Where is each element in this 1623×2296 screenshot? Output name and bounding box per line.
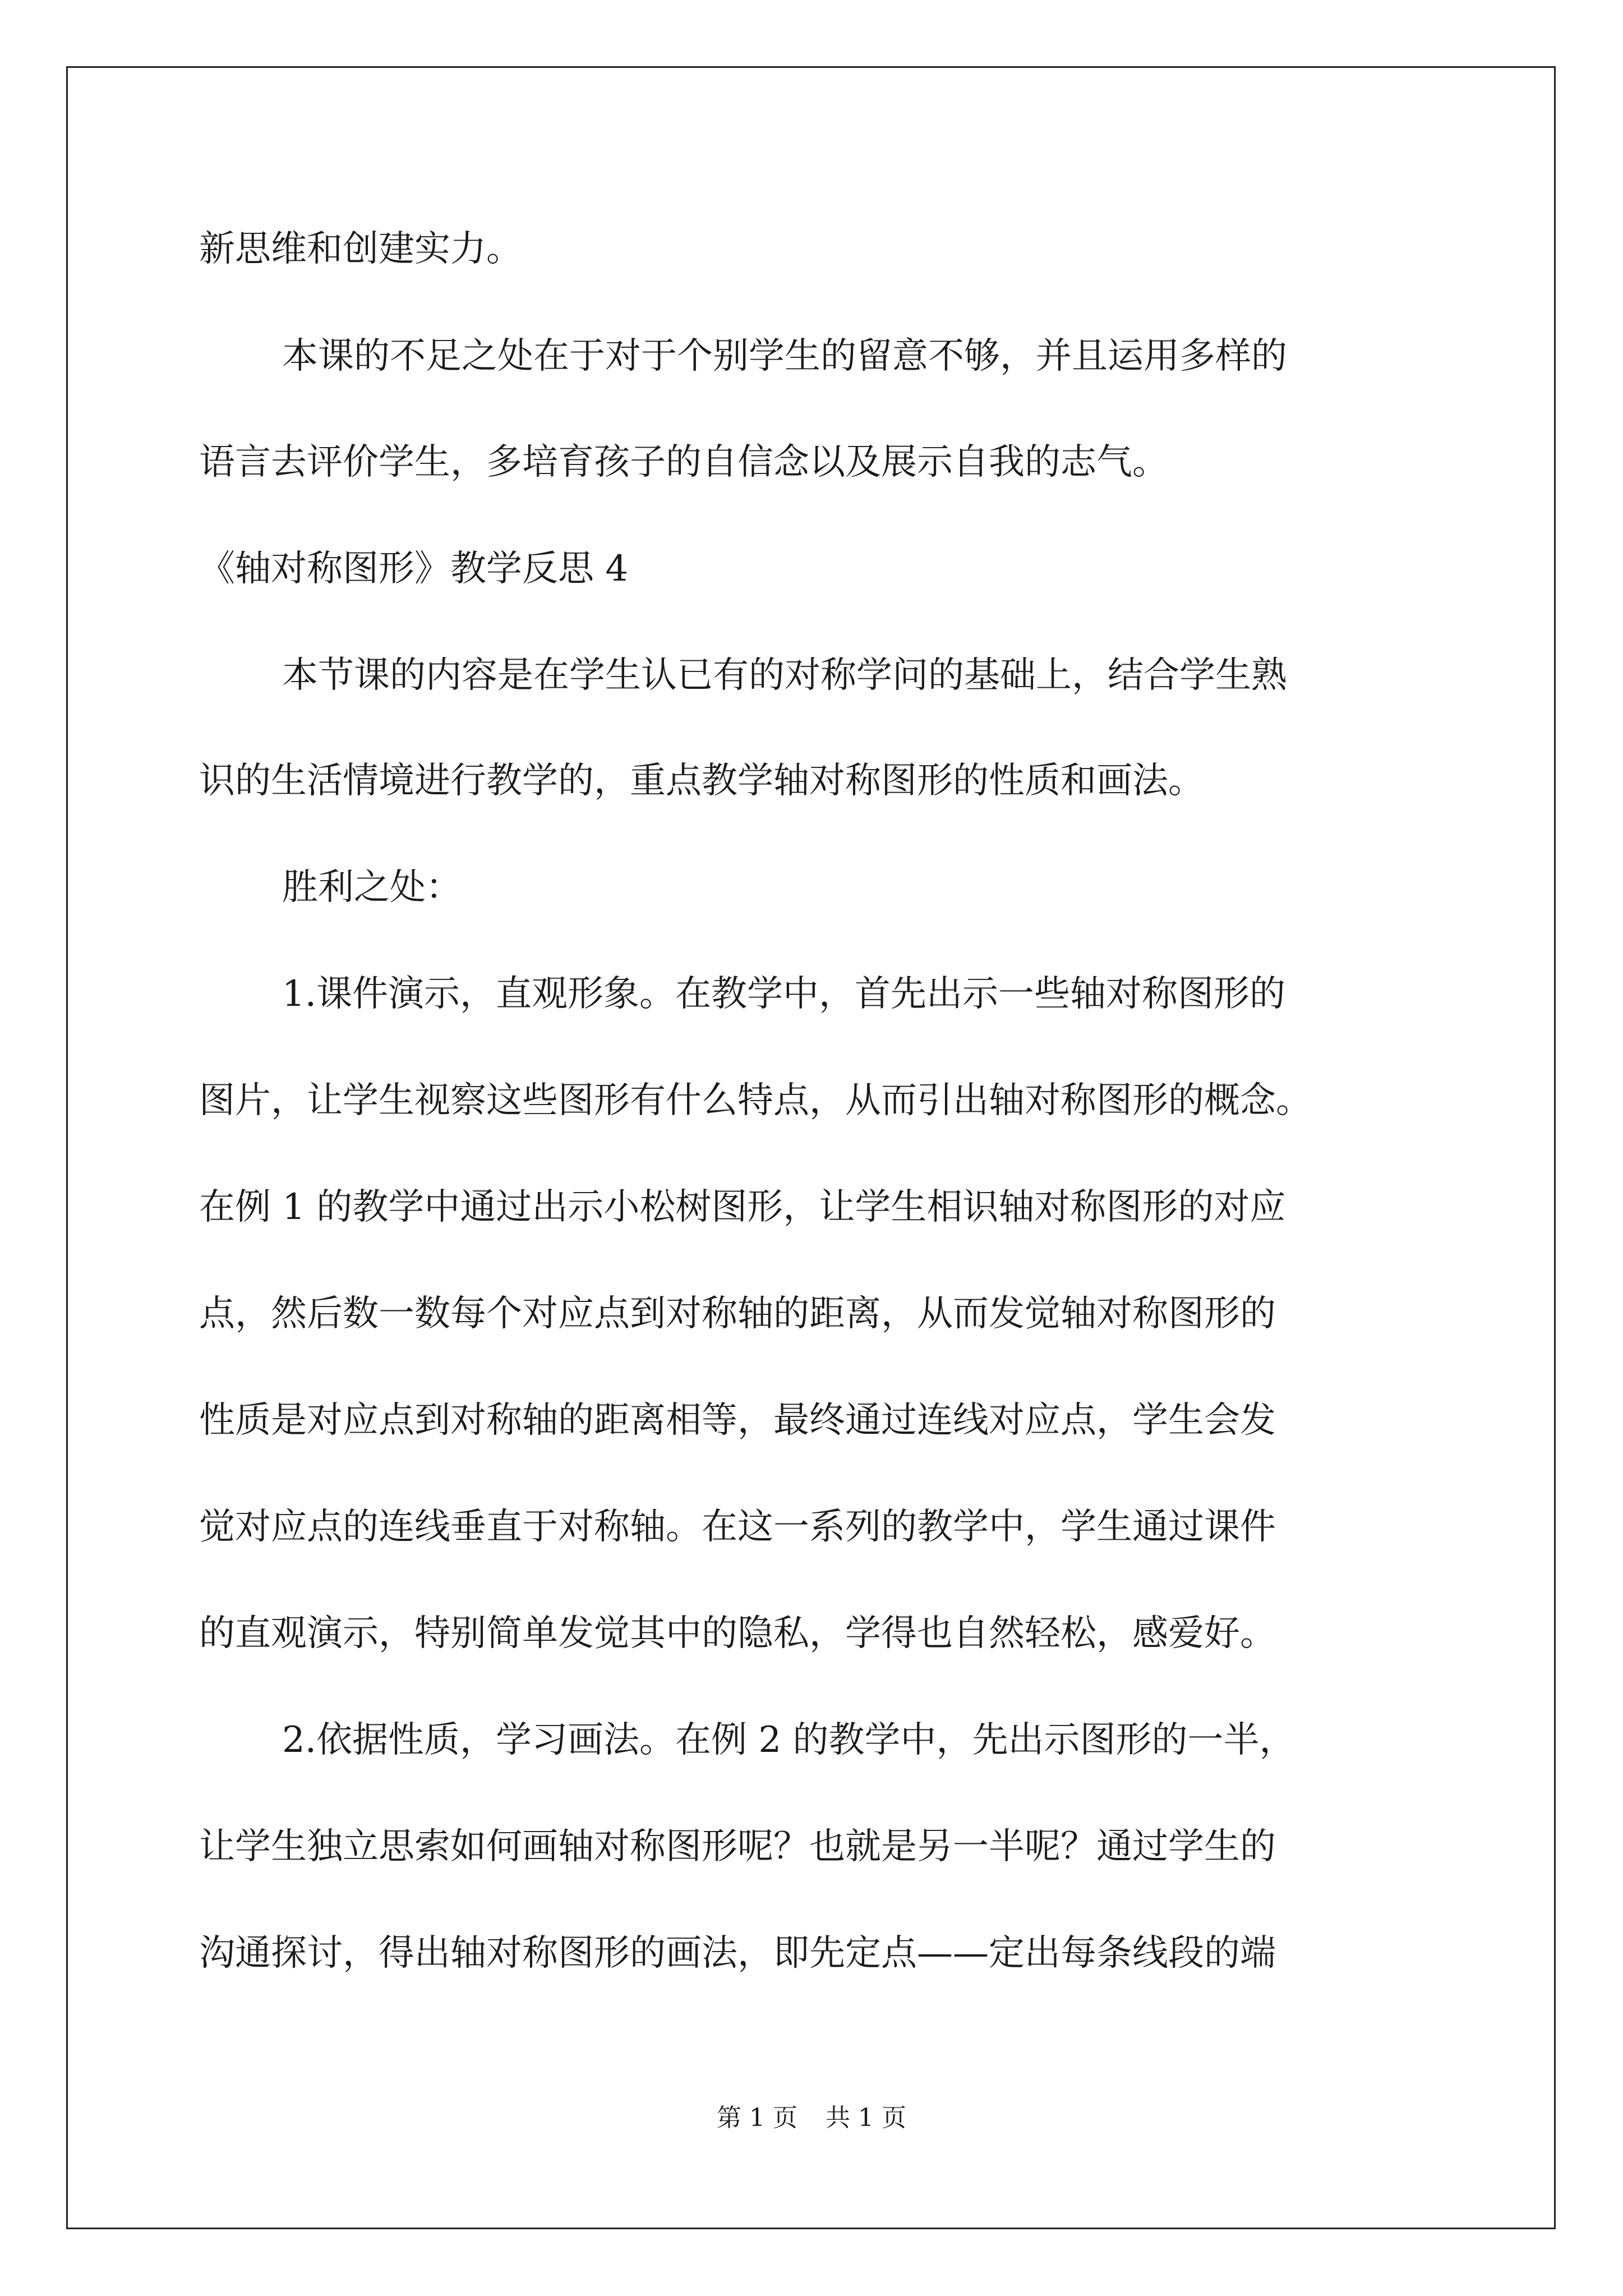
page-footer [0,2101,1623,2135]
text-line-10: 在例 1 的教学中通过出示小松树图形，让学生相识轴对称图形的对应 [199,1186,1286,1228]
text-line-11: 点，然后数一数每个对应点到对称轴的距离，从而发觉轴对称图形的 [199,1293,1276,1335]
text-line-17: 沟通探讨，得出轴对称图形的画法，即先定点——定出每条线段的端 [199,1932,1276,1974]
text-line-2: 本课的不足之处在于对于个别学生的留意不够，并且运用多样的 [282,335,1287,377]
text-line-13: 觉对应点的连线垂直于对称轴。在这一系列的教学中，学生通过课件 [199,1506,1276,1548]
text-line-9: 图片，让学生视察这些图形有什么特点，从而引出轴对称图形的概念。 [199,1080,1312,1121]
text-line-15: 2.依据性质，学习画法。在例 2 的教学中，先出示图形的一半， [282,1719,1295,1761]
section-heading: 《轴对称图形》教学反思 4 [199,548,629,590]
text-line-1: 新思维和创建实力。 [199,228,522,270]
text-line-7: 胜利之处： [282,867,462,908]
text-line-3: 语言去评价学生，多培育孩子的自信念以及展示自我的志气。 [199,441,1168,483]
text-line-12: 性质是对应点到对称轴的距离相等，最终通过连线对应点，学生会发 [199,1400,1276,1441]
page-total: 共 1 页 [826,2104,906,2132]
text-line-14: 的直观演示，特别简单发觉其中的隐私，学得也自然轻松，感爱好。 [199,1613,1276,1654]
text-line-5: 本节课的内容是在学生认已有的对称学问的基础上，结合学生熟 [282,655,1287,696]
page-number: 第 1 页 [717,2104,797,2132]
page-border [66,66,1556,2229]
text-line-8: 1.课件演示，直观形象。在教学中，首先出示一些轴对称图形的 [282,973,1286,1015]
text-line-6: 识的生活情境进行教学的，重点教学轴对称图形的性质和画法。 [199,760,1204,802]
text-line-16: 让学生独立思索如何画轴对称图形呢？也就是另一半呢？通过学生的 [199,1826,1276,1867]
